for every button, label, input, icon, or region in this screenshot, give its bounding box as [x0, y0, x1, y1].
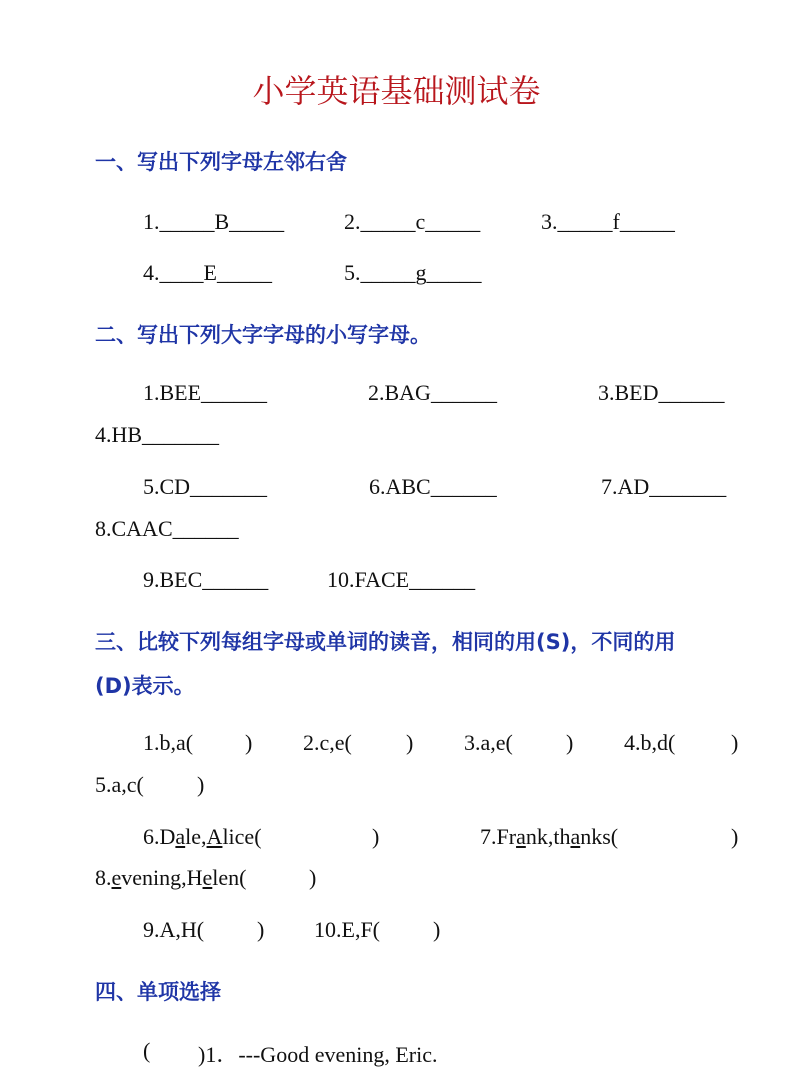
compare-item-1: 1.b,a(	[143, 730, 194, 755]
compare-item-2: 2.c,e(	[303, 730, 352, 755]
compare-item-2-close: )	[406, 730, 414, 755]
compare-item-9-close: )	[257, 917, 265, 942]
section-2-row-4	[0, 516, 793, 544]
compare-item-8: 8.evening,Helen(	[95, 865, 247, 890]
section-2-row-1	[0, 380, 793, 408]
compare-item-9: 9.A,H(	[143, 917, 205, 942]
section-2-row-2	[0, 422, 793, 450]
word-item-9: 9.BEC______	[143, 567, 269, 592]
section-3-row-3	[0, 824, 793, 852]
question-1-text: )1．---Good evening, Eric.	[198, 1042, 438, 1067]
compare-item-3: 3.a,e(	[464, 730, 513, 755]
compare-item-7: 7.Frank,thanks(	[480, 824, 619, 849]
word-item-3: 3.BED______	[598, 380, 725, 405]
compare-item-4-close: )	[731, 730, 739, 755]
word-item-8: 8.CAAC______	[95, 516, 239, 541]
word-item-10: 10.FACE______	[327, 567, 476, 592]
section-3-row-5	[0, 917, 793, 945]
section-3-row-4	[0, 865, 793, 893]
answer-bracket-open: (	[143, 1038, 151, 1063]
section-4-heading: 四、单项选择	[95, 980, 221, 1004]
letter-item-5: 5._____g_____	[344, 260, 482, 285]
page-title: 小学英语基础测试卷	[252, 72, 541, 110]
section-3-row-2	[0, 772, 793, 800]
letter-item-2: 2._____c_____	[344, 209, 481, 234]
word-item-7: 7.AD_______	[601, 474, 727, 499]
letter-item-4: 4.____E_____	[143, 260, 272, 285]
compare-item-10-close: )	[433, 917, 441, 942]
compare-item-10: 10.E,F(	[314, 917, 380, 942]
section-3-heading-line-2: (D)表示。	[95, 674, 195, 698]
compare-item-6: 6.Dale,Alice(	[143, 824, 262, 849]
section-1-row-1	[0, 209, 793, 237]
section-2-row-3	[0, 474, 793, 502]
compare-item-5: 5.a,c(	[95, 772, 144, 797]
section-1-heading: 一、写出下列字母左邻右舍	[95, 150, 347, 174]
word-item-4: 4.HB_______	[95, 422, 220, 447]
compare-item-6-close: )	[372, 824, 380, 849]
compare-item-1-close: )	[245, 730, 253, 755]
section-2-heading: 二、写出下列大字字母的小写字母。	[95, 323, 431, 347]
letter-item-3: 3._____f_____	[541, 209, 675, 234]
word-item-5: 5.CD_______	[143, 474, 268, 499]
word-item-1: 1.BEE______	[143, 380, 268, 405]
word-item-2: 2.BAG______	[368, 380, 497, 405]
compare-item-3-close: )	[566, 730, 574, 755]
word-item-6: 6.ABC______	[369, 474, 497, 499]
section-3-row-1	[0, 730, 793, 758]
section-2-row-5	[0, 567, 793, 595]
compare-item-8-close: )	[309, 865, 317, 890]
compare-item-7-close: )	[731, 824, 739, 849]
compare-item-5-close: )	[197, 772, 205, 797]
section-3-heading-line-1: 三、比较下列每组字母或单词的读音，相同的用(S)，不同的用	[95, 630, 676, 654]
letter-item-1: 1._____B_____	[143, 209, 285, 234]
section-1-row-2	[0, 260, 793, 288]
section-4-question-1	[0, 1038, 793, 1066]
compare-item-4: 4.b,d(	[624, 730, 676, 755]
